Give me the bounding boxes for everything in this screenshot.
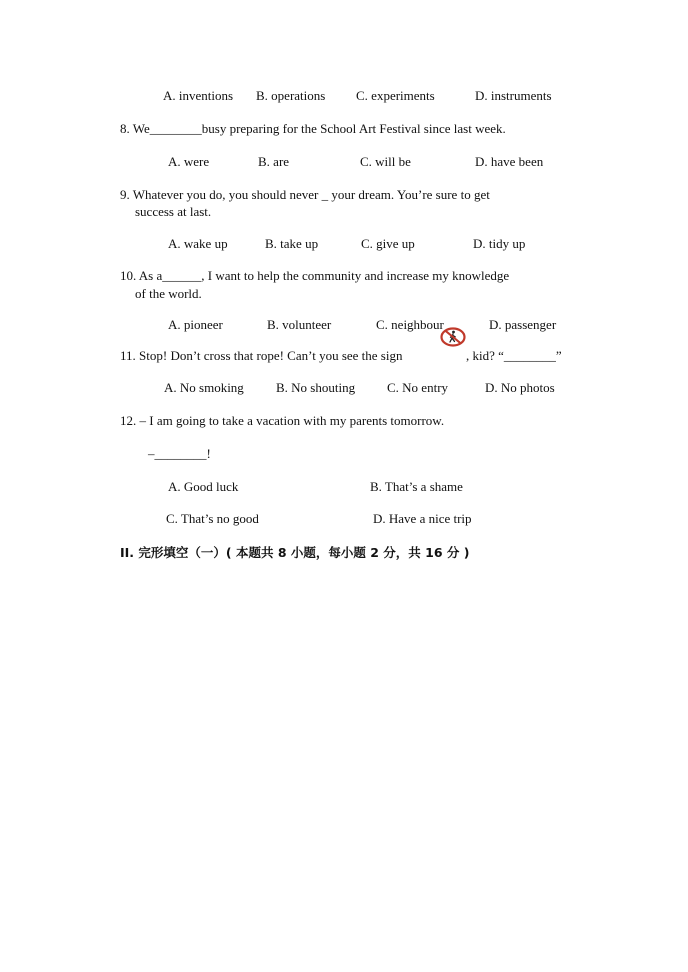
q9-stem-line1: 9. Whatever you do, you should never _ your dream. You’re sure to get [120, 187, 490, 202]
q11-option-b: B. No shouting [276, 380, 356, 395]
q10-option-a: A. pioneer [168, 317, 223, 332]
q11-stem-before-sign: 11. Stop! Don’t cross that rope! Can’t you see the sign [120, 348, 403, 363]
q11-option-d: D. No photos [485, 380, 555, 395]
q7-option-b: B. operations [256, 88, 326, 103]
q8-option-a: A. were [168, 154, 210, 169]
q11-option-a: A. No smoking [164, 380, 244, 395]
q10-stem-line1: 10. As a______, I want to help the community and increase my knowledge [120, 268, 510, 283]
q8-stem: 8. We________busy preparing for the School Art Festival since last week. [120, 121, 506, 136]
q7-option-d: D. instruments [475, 88, 552, 103]
q9-option-a: A. wake up [168, 236, 228, 251]
q12-option-c: C. That’s no good [166, 511, 259, 526]
q11-stem-after-sign: , kid? “________” [466, 348, 562, 363]
q8-option-b: B. are [258, 154, 290, 169]
q8-option-d: D. have been [475, 154, 544, 169]
q12-option-d: D. Have a nice trip [373, 511, 472, 526]
q9-option-b: B. take up [265, 236, 319, 251]
no-entry-pedestrian-icon [440, 327, 466, 347]
q10-option-c: C. neighbour [376, 317, 444, 332]
q7-option-c: C. experiments [356, 88, 435, 103]
q12-option-b: B. That’s a shame [370, 479, 463, 494]
q11-option-c: C. No entry [387, 380, 449, 395]
q12-option-a: A. Good luck [168, 479, 239, 494]
q9-option-d: D. tidy up [473, 236, 526, 251]
q10-option-b: B. volunteer [267, 317, 332, 332]
q7-option-a: A. inventions [163, 88, 234, 103]
section-heading: II. 完形填空（一）( 本题共 8 小题，每小题 2 分，共 16 分 ) [120, 545, 470, 560]
q9-option-c: C. give up [361, 236, 415, 251]
q9-stem-line2: success at last. [135, 204, 212, 219]
q10-option-d: D. passenger [489, 317, 557, 332]
q12-reply-blank: –________! [148, 446, 211, 461]
q8-option-c: C. will be [360, 154, 411, 169]
q10-stem-line2: of the world. [135, 286, 202, 301]
q12-stem: 12. – I am going to take a vacation with my parents tomorrow. [120, 413, 445, 428]
